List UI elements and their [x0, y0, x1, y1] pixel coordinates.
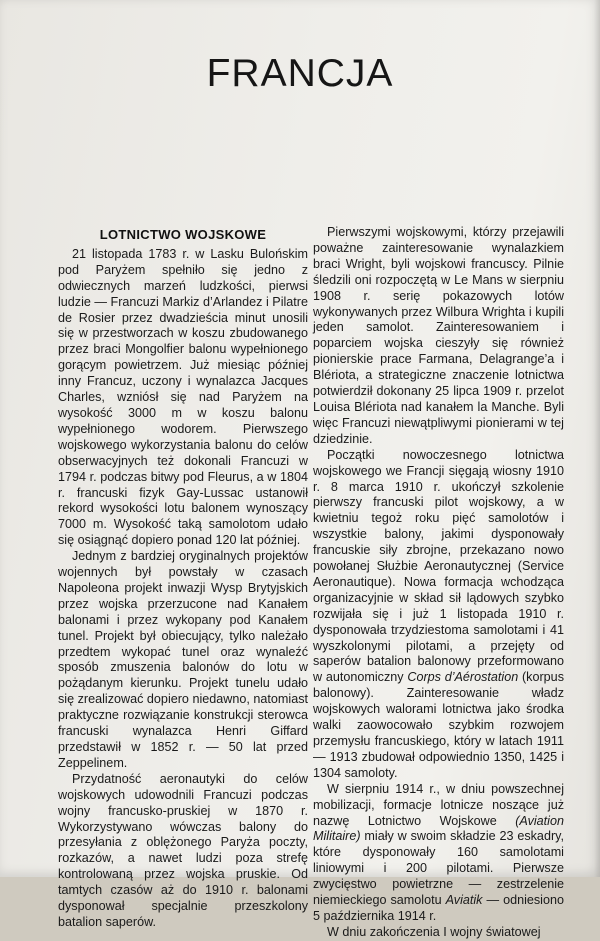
right-column [313, 225, 564, 941]
paragraph: 21 listopada 1783 r. w Lasku Bulońskim pod Paryżem spełniło się jedno z odwiecznych marzeń ludzkości, pierwsi ludzie — Francuzi Markiz d’Arlandez i Pilatre de Rosier przez dwadzieścia minut unosili się w przestworzach w koszu zbudowanego przez braci Mongolfier balonu wypełnionego gorącym powietrzem. Już miesiąc później inny Francuz, uczony i wynalazca Jacques Charles, wzniósł się nad Paryżem na wysokość 3000 m w koszu balonu wypełnionego wodorem. Pierwszego wojskowego wykorzystania balonu do celów obserwacyjnych też dokonali Francuzi w 1794 r. podczas bitwy pod Fleurus, a w 1804 r. francuski fizyk Gay-Lussac ustanowił rekord wysokości lotu balonem wynoszący 7000 m. Wysokość taką samolotom udało się osiągnąć dopiero ponad 120 lat później. [58, 246, 308, 548]
text-run: miały w swoim składzie 23 eskadry, które dysponowały 160 samolotami liniowymi i 200 pilotami. Pierwsze zwycięstwo powietrzne — zestrzelenie niemieckiego samolotu [313, 829, 564, 908]
text-run: W sierpniu 1914 r., w dniu powszechnej mobilizacji, formacje lotnicze noszące już nazwę Lotnictwo Wojskowe [313, 781, 564, 828]
italic-term: Corps d’Aérostation [407, 670, 519, 685]
paragraph: Pierwszymi wojskowymi, którzy przejawili poważne zainteresowanie wynalazkiem braci Wright, byli wojskowi francuscy. Pilnie śledzili oni rozpoczętą w Le Mans w sierpniu 1908 r. serię pokazowych lotów wykonywanych przez Wilbura Wrighta i kupili jeden samolot. Zainteresowaniem i poparciem wojska cieszyły się również pionierskie prace Farmana, Delagrange’a i Blériota, a strategiczne znaczenie lotnictwa potwierdził dokonany 25 lipca 1909 r. przelot Louisa Blériota nad kanałem la Manche. Byli więc Francuzi niewątpliwymi pionierami w tej dziedzinie. [313, 225, 564, 446]
paragraph: W dniu zakończenia I wojny światowej [327, 924, 541, 939]
paragraph: Przydatność aeronautyki do celów wojskowych udowodnili Francuzi podczas wojny francusko-pruskiej w 1870 r. Wykorzystywano wówczas balony do przesyłania z oblężonego Paryża poczty, rozkazów, a nawet ludzi poza strefę kontrolowaną przez wojska pruskie. Od tamtych czasów aż do 1910 r. balonami dysponował specjalnie przeszkolony batalion saperów. [58, 771, 308, 929]
paragraph [313, 448, 564, 782]
page-title: FRANCJA [206, 52, 394, 95]
text-run: Początki nowoczesnego lotnictwa wojskowego we Francji sięgają wiosny 1910 r. 8 marca 1910 r. ukończył szkolenie pierwszy francuski pilot wojskowy, a w kwietniu tegoż roku pięć samolotów i wszystkie balony, jakimi dysponowały francuskie siły zbrojne, przekazano nowo powołanej Służbie Aeronautycznej (Service Aeronautique). Nowa formacja wchodząca organizacyjnie w skład sił lądowych szybko rozwijała się i już 1 listopada 1910 r. dysponowała trzydziestoma samolotami i 41 wyszkolonymi pilotami, a przejęty od saperów batalion balonowy przeformowano w autonomiczny [313, 447, 564, 685]
page-edge-shadow [594, 0, 600, 877]
left-column [58, 225, 308, 931]
italic-term: Aviatik [445, 893, 483, 908]
paragraph: Jednym z bardziej oryginalnych projektów wojennych był powstały w czasach Napoleona projekt inwazji Wysp Brytyjskich przez wojska przerzucone nad Kanałem balonami i przez wykopany pod Kanałem tunel. Projekt był obiecujący, tylko należało przedtem wykopać tunel oraz wynaleźć sposób zmuszenia balonów do lotu w pożądanym kierunku. Projekt tunelu udało się zrealizować dopiero niedawno, natomiast praktyczne rozwiązanie konstrukcji sterowca francuski wynalazca Henri Giffard przedstawił w 1852 r. — 50 lat przed Zeppelinem. [58, 549, 308, 770]
text-run: (korpus balonowy). Zainteresowanie władz wojskowych walorami lotnictwa jako środka walki zaowocowało szybkim rozwojem przemysłu francuskiego, który w latach 1911 — 1913 zbudował odpowiednio 1350, 1425 i 1304 samoloty. [313, 670, 564, 780]
italic-term: (Aviation Militaire) [313, 813, 564, 844]
paragraph [313, 782, 564, 925]
text-run: — odniesiono 5 października 1914 r. [313, 893, 564, 923]
section-heading: LOTNICTWO WOJSKOWE [99, 227, 267, 242]
